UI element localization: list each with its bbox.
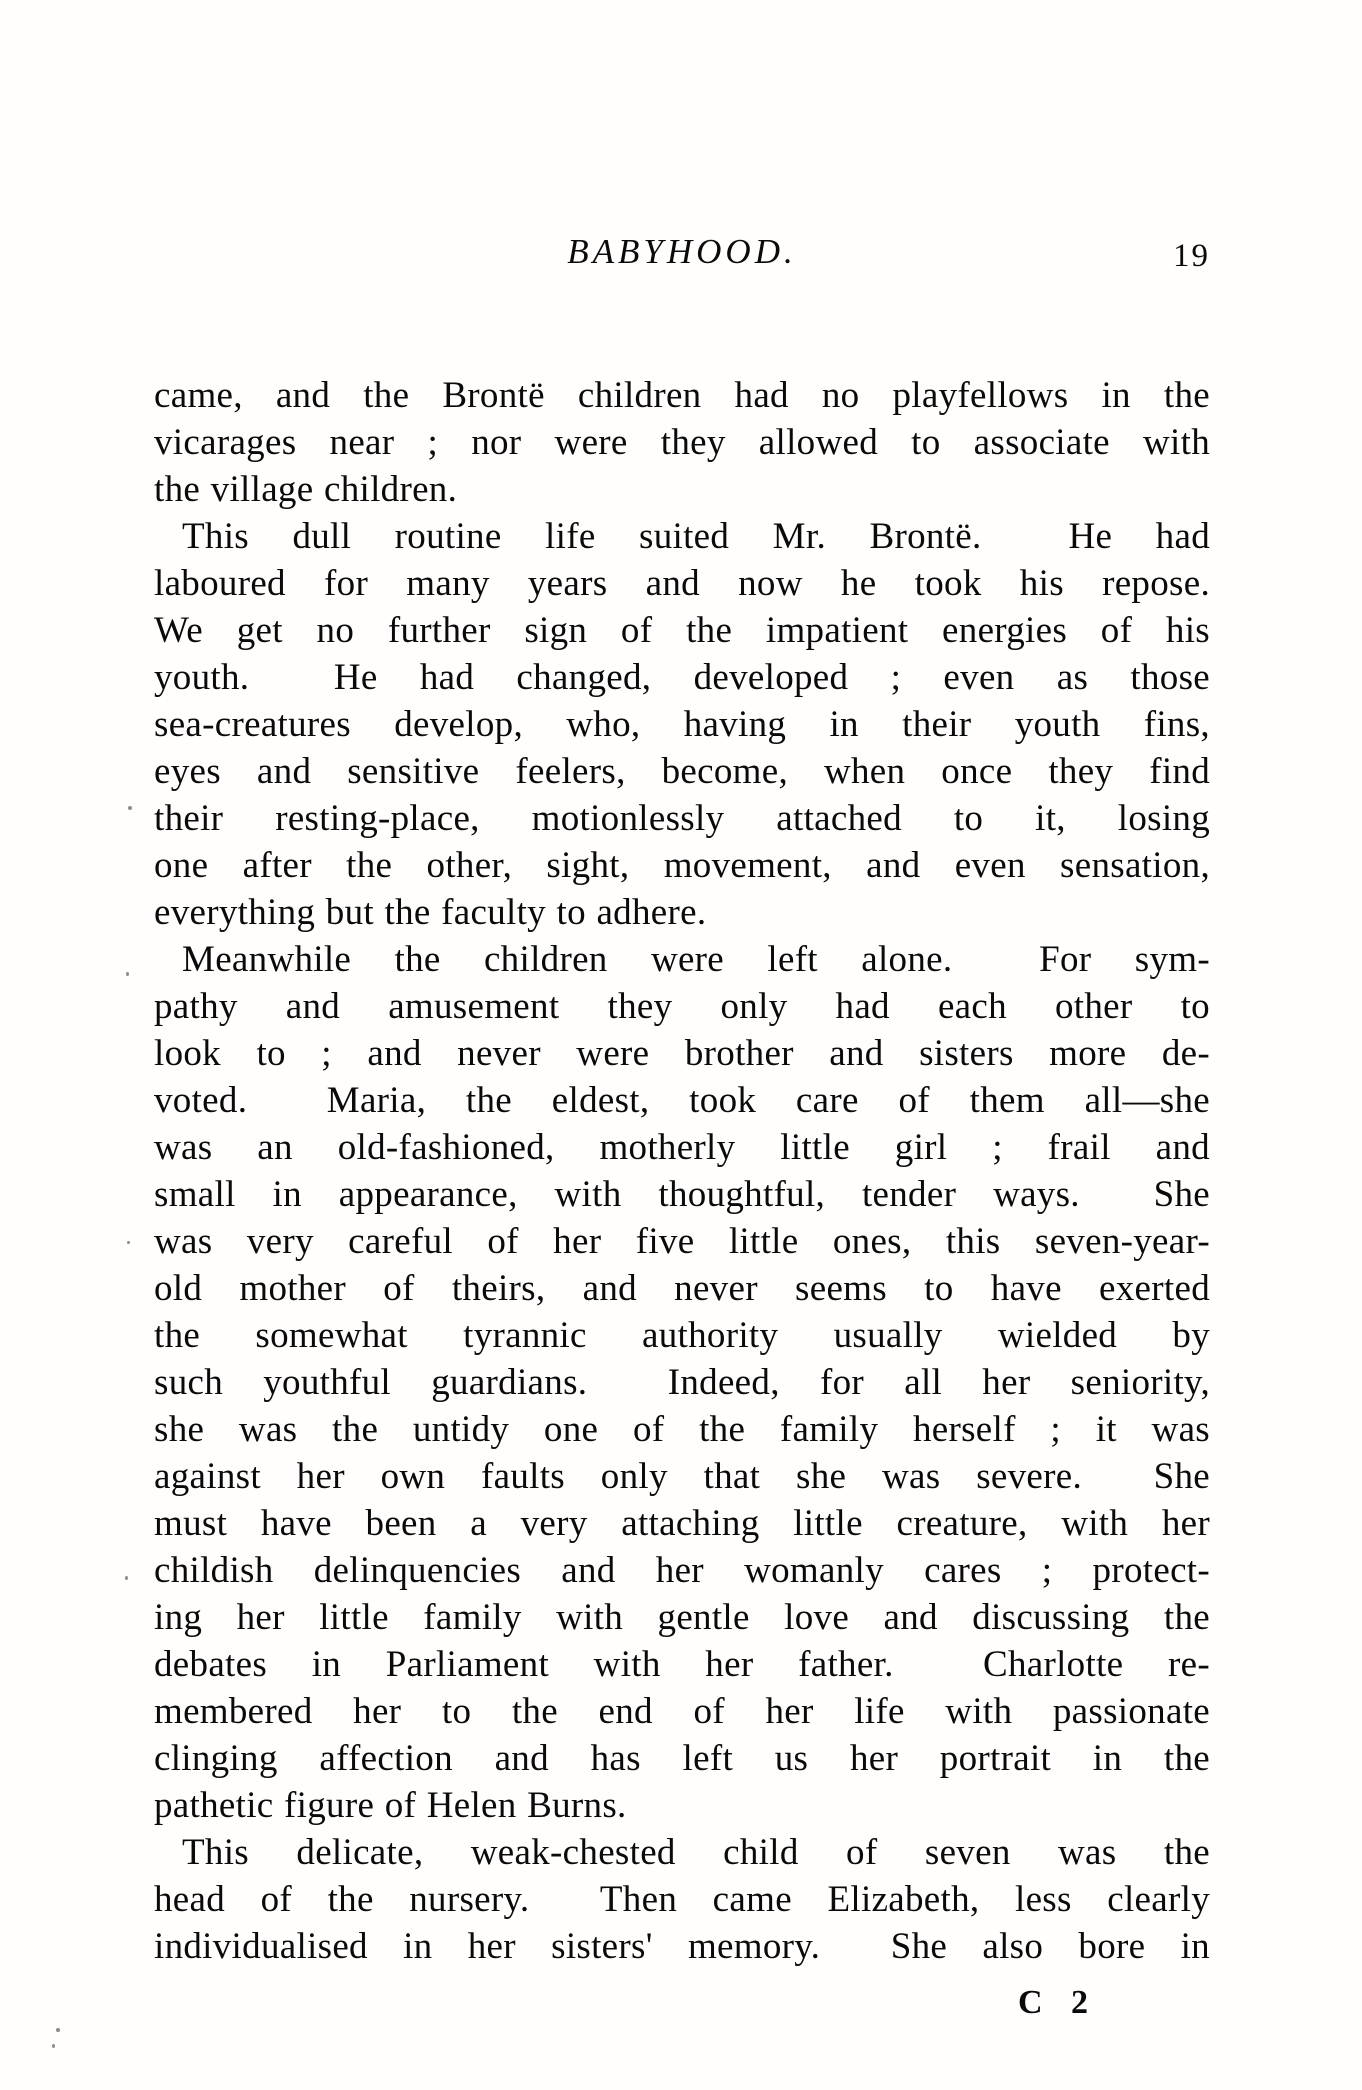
- page-number: 19: [1173, 238, 1210, 274]
- text-line: pathetic figure of Helen Burns.: [154, 1785, 627, 1826]
- text-line: clinging affection and has left us her portrait in the: [154, 1738, 1210, 1779]
- text-line: head of the nursery. Then came Elizabeth, less clearly: [154, 1879, 1210, 1920]
- text-line: Meanwhile the children were left alone. For sym-: [182, 939, 1210, 980]
- text-line: their resting-place, motionlessly attached to it, losing: [154, 798, 1210, 839]
- running-title: BABYHOOD.: [567, 232, 797, 271]
- text-line: one after the other, sight, movement, and even sensation,: [154, 845, 1210, 886]
- text-block: [154, 372, 1210, 1970]
- scan-artifact: [126, 972, 129, 976]
- page-header: [154, 232, 1210, 278]
- text-line: debates in Parliament with her father. Charlotte re-: [154, 1644, 1210, 1685]
- text-line: look to ; and never were brother and sisters more de-: [154, 1033, 1210, 1074]
- text-line: This dull routine life suited Mr. Brontë. He had: [182, 516, 1210, 557]
- text-line: membered her to the end of her life with passionate: [154, 1691, 1210, 1732]
- scan-artifact: [52, 2044, 55, 2048]
- text-line: This delicate, weak-chested child of seven was the: [182, 1832, 1210, 1873]
- text-line: old mother of theirs, and never seems to have exerted: [154, 1268, 1210, 1309]
- text-line: was very careful of her five little ones, this seven-year-: [154, 1221, 1210, 1262]
- text-line: must have been a very attaching little creature, with her: [154, 1503, 1210, 1544]
- text-line: laboured for many years and now he took his repose.: [154, 563, 1210, 604]
- scan-artifact: [127, 1241, 130, 1244]
- text-line: such youthful guardians. Indeed, for all her seniority,: [154, 1362, 1210, 1403]
- scan-artifact: [56, 2028, 60, 2032]
- text-line: the somewhat tyrannic authority usually wielded by: [154, 1315, 1210, 1356]
- text-line: We get no further sign of the impatient energies of his: [154, 610, 1210, 651]
- text-line: small in appearance, with thoughtful, tender ways. She: [154, 1174, 1210, 1215]
- text-line: voted. Maria, the eldest, took care of them all—she: [154, 1080, 1210, 1121]
- text-line: sea-creatures develop, who, having in their youth fins,: [154, 704, 1210, 745]
- text-line: youth. He had changed, developed ; even as those: [154, 657, 1210, 698]
- text-line: against her own faults only that she was severe. She: [154, 1456, 1210, 1497]
- text-line: the village children.: [154, 469, 458, 510]
- text-line: ing her little family with gentle love and discussing the: [154, 1597, 1210, 1638]
- scan-artifact: [128, 806, 132, 810]
- text-line: pathy and amusement they only had each other to: [154, 986, 1210, 1027]
- text-line: was an old-fashioned, motherly little girl ; frail and: [154, 1127, 1210, 1168]
- text-line: vicarages near ; nor were they allowed to associate with: [154, 422, 1210, 463]
- scan-artifact: [125, 1576, 128, 1580]
- text-line: eyes and sensitive feelers, become, when once they find: [154, 751, 1210, 792]
- signature-mark: C 2: [1018, 1984, 1099, 2021]
- text-line: individualised in her sisters' memory. She also bore in: [154, 1926, 1210, 1967]
- text-line: she was the untidy one of the family herself ; it was: [154, 1409, 1210, 1450]
- text-line: everything but the faculty to adhere.: [154, 892, 707, 933]
- text-line: came, and the Brontë children had no playfellows in the: [154, 375, 1210, 416]
- text-line: childish delinquencies and her womanly cares ; protect-: [154, 1550, 1210, 1591]
